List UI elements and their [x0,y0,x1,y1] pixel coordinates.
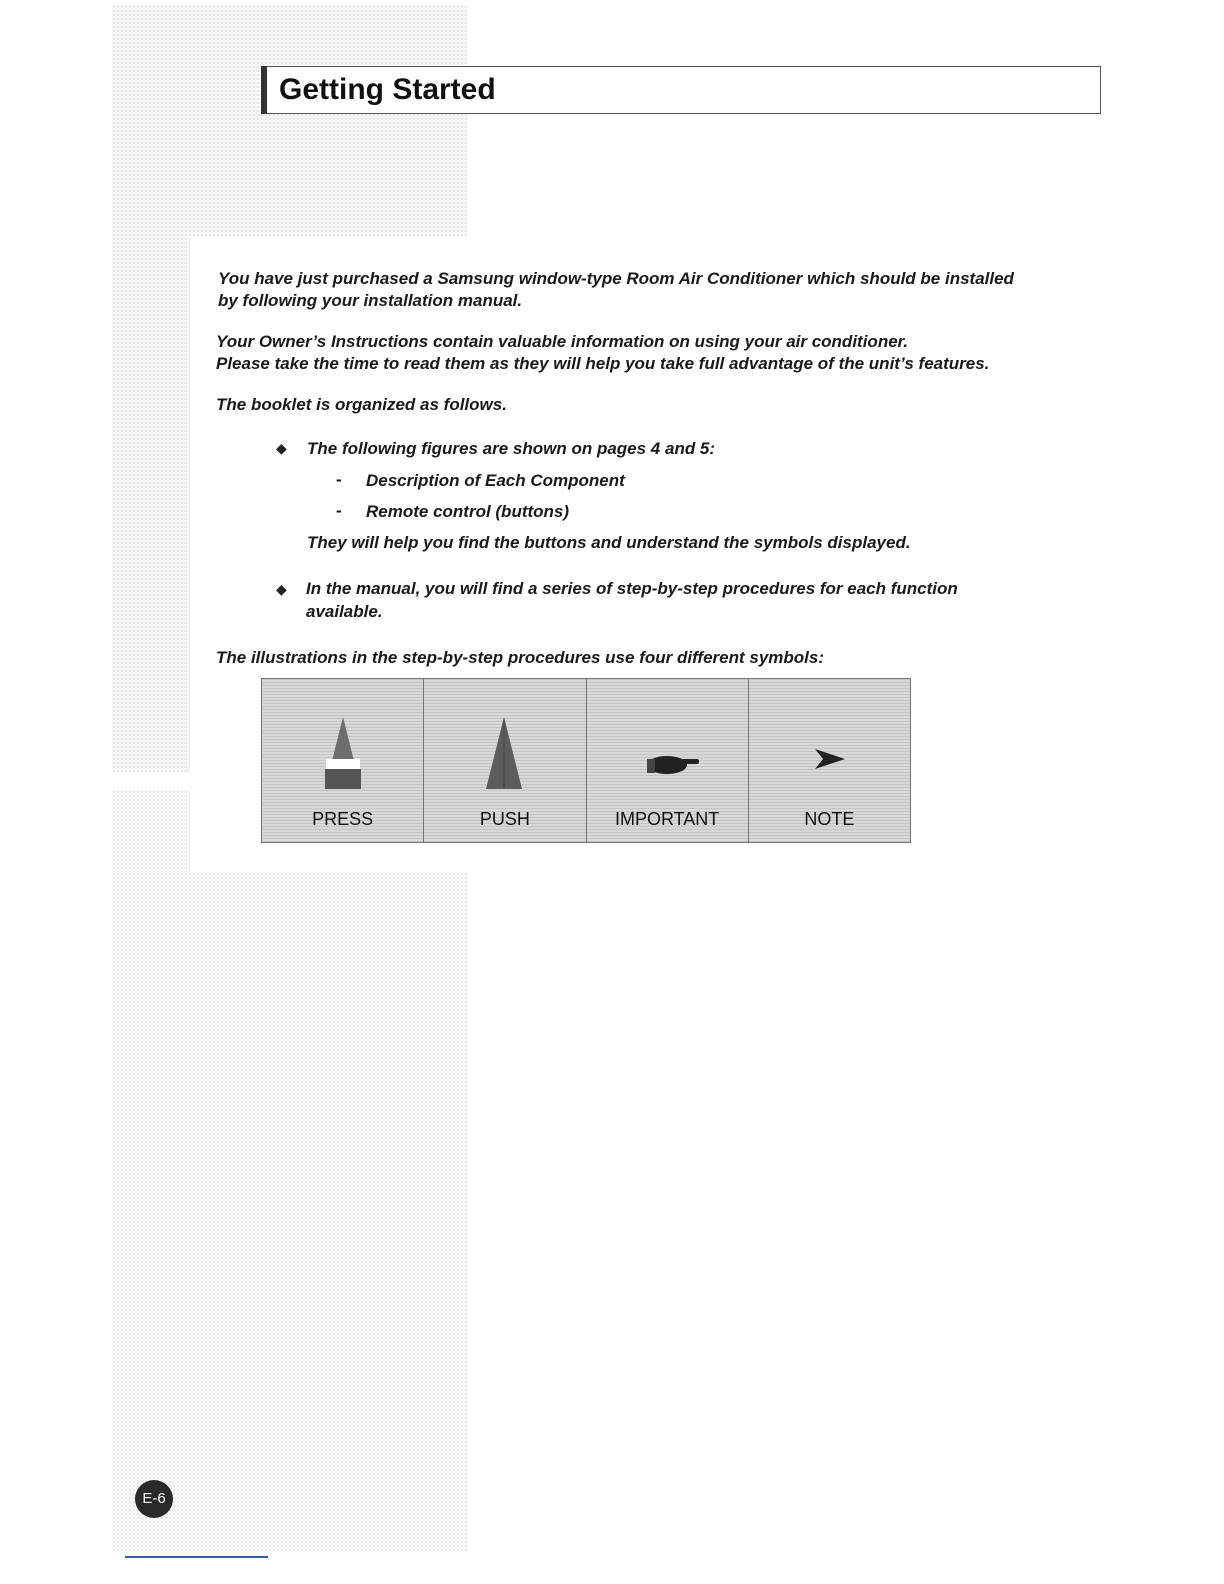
page-title-box [261,66,1101,114]
symbol-important [587,679,749,842]
symbol-label: IMPORTANT [614,809,720,829]
page-number-badge: E-6 [135,1480,173,1518]
symbol-label: PUSH [479,809,530,829]
booklet-organization-text: The booklet is organized as follows. [216,395,507,414]
owners-paragraph-line: Please take the time to read them as they will help you take full advantage of the unit’s features. [216,354,990,373]
press-cone-icon [262,679,424,804]
symbol-note [749,679,910,842]
owners-paragraph-line: Your Owner’s Instructions contain valuable information on using your air conditioner. [216,332,909,351]
symbols-intro-text: The illustrations in the step-by-step procedures use four different symbols: [216,648,825,667]
list-item-procedures: In the manual, you will find a series of step-by-step procedures for each function [306,579,958,598]
page-title: Getting Started [279,73,496,106]
intro-paragraph-line: You have just purchased a Samsung window-type Room Air Conditioner which should be installed [218,269,1014,288]
symbol-push [424,679,586,842]
footer-divider [125,1556,268,1558]
background-texture-bottom [112,872,467,1552]
symbol-press [262,679,424,842]
dash-bullet: - [336,501,342,520]
list-subitem: Description of Each Component [366,471,625,490]
background-texture-left-mid [112,790,190,875]
arrow-note-icon [749,679,911,804]
symbol-label: NOTE [804,809,855,829]
list-item-note: They will help you find the buttons and understand the symbols displayed. [307,533,911,552]
diamond-bullet-icon: ◆ [276,440,287,456]
symbol-label: PRESS [312,809,374,829]
list-item-figures: The following figures are shown on pages 4 and 5: [307,439,716,458]
intro-paragraph-line: by following your installation manual. [218,291,523,310]
pointing-hand-icon [587,679,749,804]
background-texture-top [112,5,467,237]
list-subitem: Remote control (buttons) [366,502,570,521]
list-item-procedures: available. [306,602,383,621]
dash-bullet: - [336,470,342,489]
symbols-table [261,678,911,843]
background-texture-left [112,237,190,772]
diamond-bullet-icon: ◆ [276,581,287,597]
push-cone-icon [424,679,586,804]
